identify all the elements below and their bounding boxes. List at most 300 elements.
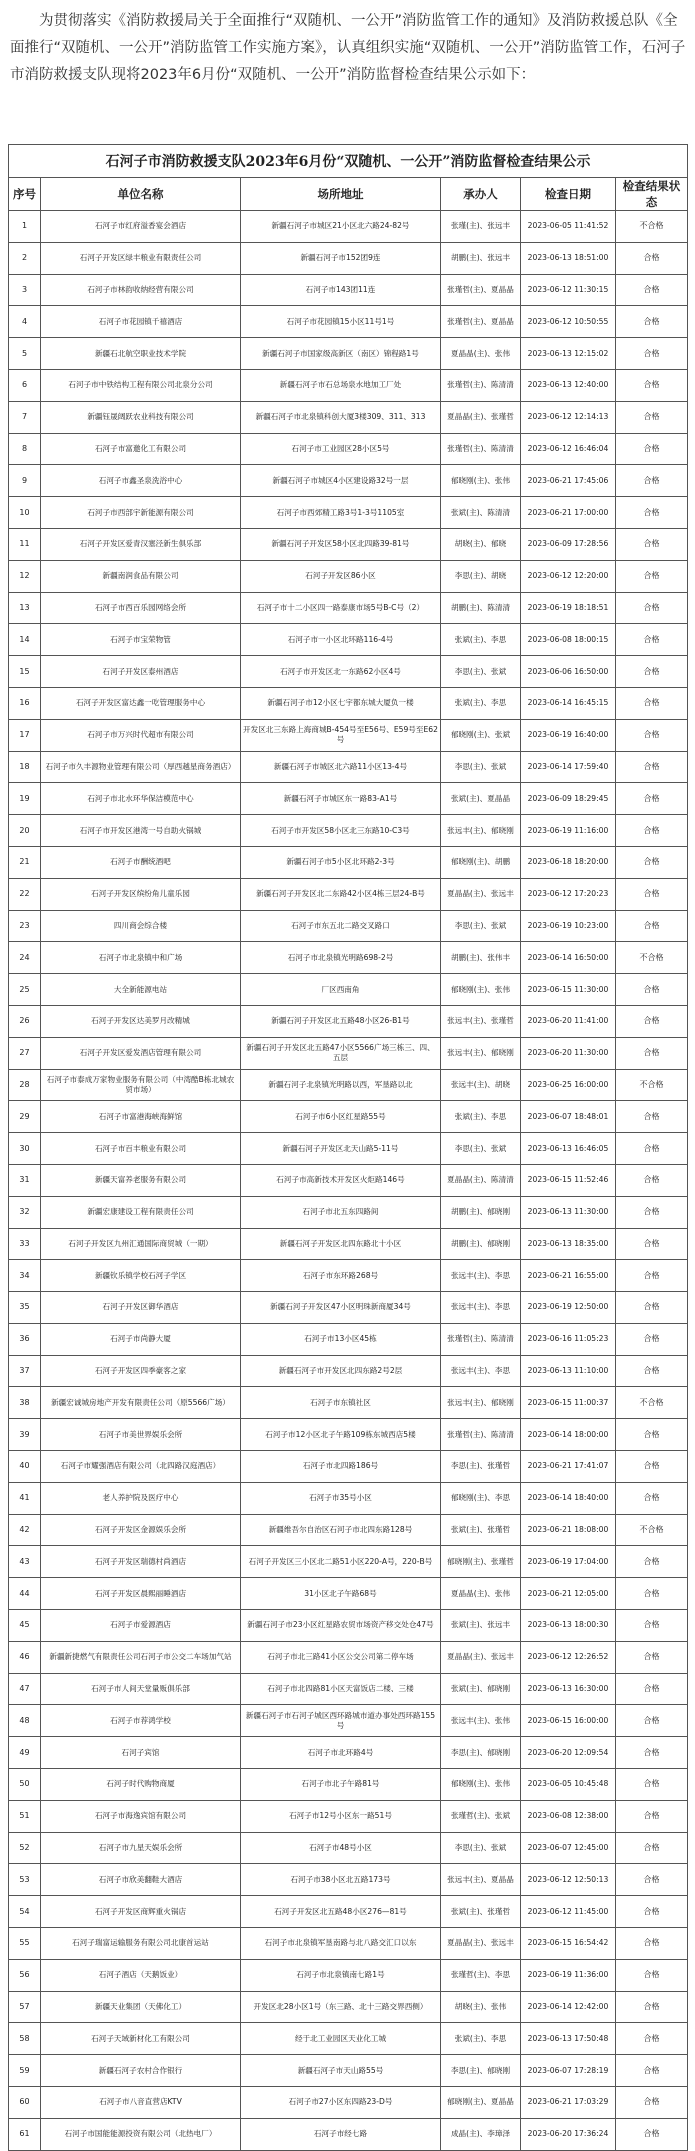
row-handler: 张远丰(主)、郁晓刚 bbox=[441, 1037, 521, 1069]
table-header-row bbox=[9, 178, 688, 211]
row-address: 开发区北28小区1号（东三路、北十三路交界西侧） bbox=[241, 1991, 441, 2023]
row-check-date: 2023-06-14 17:59:40 bbox=[521, 751, 616, 783]
row-handler: 张远丰(主)、夏晶晶 bbox=[441, 1864, 521, 1896]
row-handler: 郁晓刚(主)、张伟 bbox=[441, 974, 521, 1006]
row-check-date: 2023-06-06 16:50:00 bbox=[521, 656, 616, 688]
table-row bbox=[9, 1037, 688, 1069]
row-handler: 夏晶晶(主)、陈清清 bbox=[441, 1164, 521, 1196]
row-handler: 夏晶晶(主)、张伟 bbox=[441, 338, 521, 370]
row-seq: 44 bbox=[9, 1578, 41, 1610]
row-result: 合格 bbox=[616, 2023, 688, 2055]
row-result: 合格 bbox=[616, 306, 688, 338]
row-handler: 胡鹏(主)、郁晓刚 bbox=[441, 1228, 521, 1260]
table-row bbox=[9, 687, 688, 719]
row-result: 合格 bbox=[616, 560, 688, 592]
table-row bbox=[9, 1832, 688, 1864]
row-unit-name: 石河子市爱源酒店 bbox=[41, 1610, 241, 1642]
row-result: 合格 bbox=[616, 878, 688, 910]
row-unit-name: 新疆天业集团（天佛化工） bbox=[41, 1991, 241, 2023]
row-unit-name: 新疆石河子农村合作银行 bbox=[41, 2055, 241, 2087]
row-seq: 26 bbox=[9, 1005, 41, 1037]
row-unit-name: 石河子市宝荣物管 bbox=[41, 624, 241, 656]
row-seq: 34 bbox=[9, 1260, 41, 1292]
row-seq: 22 bbox=[9, 878, 41, 910]
intro-paragraph: 为贯彻落实《消防救援局关于全面推行“双随机、一公开”消防监管工作的通知》及消防救援总队《全面推行“双随机、一公开”消防监管工作实施方案》，认真组织实施“双随机、一公开”消防监管工作，石河子市消防救援支队现将2023年6月份“双随机、一公开”消防监督检查结果公示如下： bbox=[10, 13, 686, 83]
table-row bbox=[9, 1482, 688, 1514]
row-unit-name: 石河子市西百乐园网络会所 bbox=[41, 592, 241, 624]
table-row bbox=[9, 783, 688, 815]
table-row bbox=[9, 1737, 688, 1769]
row-check-date: 2023-06-19 17:04:00 bbox=[521, 1546, 616, 1578]
row-handler: 张瑾哲(主)、陈清清 bbox=[441, 433, 521, 465]
table-row bbox=[9, 1355, 688, 1387]
row-seq: 52 bbox=[9, 1832, 41, 1864]
row-result: 合格 bbox=[616, 1546, 688, 1578]
row-check-date: 2023-06-19 10:23:00 bbox=[521, 910, 616, 942]
row-seq: 4 bbox=[9, 306, 41, 338]
table-row bbox=[9, 1928, 688, 1960]
row-seq: 9 bbox=[9, 465, 41, 497]
row-check-date: 2023-06-19 11:36:00 bbox=[521, 1959, 616, 1991]
header-seq: 序号 bbox=[9, 178, 41, 211]
row-unit-name: 石河子开发区爱青汉塞泾新生俱乐部 bbox=[41, 528, 241, 560]
table-row bbox=[9, 1578, 688, 1610]
row-unit-name: 石河子市耀强酒店有限公司（北四路汉庭酒店） bbox=[41, 1451, 241, 1483]
row-handler: 张斌(主)、李思 bbox=[441, 687, 521, 719]
row-result: 合格 bbox=[616, 719, 688, 751]
row-unit-name: 石河子市九星天娱乐会所 bbox=[41, 1832, 241, 1864]
row-address: 石河子市西郊精工路3号1-3号1105室 bbox=[241, 497, 441, 529]
row-address: 石河子市北泉镇南七路1号 bbox=[241, 1959, 441, 1991]
row-seq: 11 bbox=[9, 528, 41, 560]
row-result: 合格 bbox=[616, 1101, 688, 1133]
row-unit-name: 石河子开发区九州汇通国际商贸城（一期） bbox=[41, 1228, 241, 1260]
table-row bbox=[9, 751, 688, 783]
row-address: 新疆石河子开发区北二东路42小区4栋三层24-B号 bbox=[241, 878, 441, 910]
row-result: 合格 bbox=[616, 1196, 688, 1228]
table-row bbox=[9, 274, 688, 306]
row-check-date: 2023-06-21 17:00:00 bbox=[521, 497, 616, 529]
table-row bbox=[9, 1069, 688, 1101]
row-check-date: 2023-06-14 18:40:00 bbox=[521, 1482, 616, 1514]
row-check-date: 2023-06-21 12:05:00 bbox=[521, 1578, 616, 1610]
row-unit-name: 石河子市万兴时代超市有限公司 bbox=[41, 719, 241, 751]
row-seq: 60 bbox=[9, 2087, 41, 2119]
row-result: 合格 bbox=[616, 624, 688, 656]
table-row bbox=[9, 974, 688, 1006]
row-handler: 张远丰(主)、张伟 bbox=[441, 1705, 521, 1737]
row-result: 合格 bbox=[616, 783, 688, 815]
row-address: 新疆石河子市152团9连 bbox=[241, 242, 441, 274]
row-address: 石河子市北三路41小区公交公司第二停车场 bbox=[241, 1641, 441, 1673]
row-handler: 张斌(主)、郁晓刚 bbox=[441, 1673, 521, 1705]
table-body bbox=[9, 211, 688, 2151]
row-check-date: 2023-06-21 17:41:07 bbox=[521, 1451, 616, 1483]
table-row bbox=[9, 1101, 688, 1133]
row-seq: 54 bbox=[9, 1896, 41, 1928]
row-unit-name: 新疆新捷燃气有限责任公司石河子市公交二车场加气站 bbox=[41, 1641, 241, 1673]
row-unit-name: 石河子市海逸宾馆有限公司 bbox=[41, 1800, 241, 1832]
row-address: 新疆石河子市开发区北四东路2号2层 bbox=[241, 1355, 441, 1387]
row-seq: 21 bbox=[9, 846, 41, 878]
table-row bbox=[9, 719, 688, 751]
row-seq: 53 bbox=[9, 1864, 41, 1896]
row-unit-name: 石河子市酬统酒吧 bbox=[41, 846, 241, 878]
row-handler: 胡鹏(主)、张伟丰 bbox=[441, 942, 521, 974]
row-result: 合格 bbox=[616, 497, 688, 529]
row-check-date: 2023-06-14 12:42:00 bbox=[521, 1991, 616, 2023]
row-unit-name: 老人养护院及医疗中心 bbox=[41, 1482, 241, 1514]
row-address: 石河子市开发区北一东路62小区4号 bbox=[241, 656, 441, 688]
row-unit-name: 大全新能源电站 bbox=[41, 974, 241, 1006]
table-row bbox=[9, 815, 688, 847]
row-unit-name: 石河子市八音直营店KTV bbox=[41, 2087, 241, 2119]
row-handler: 张斌(主)、张瑾哲 bbox=[441, 1514, 521, 1546]
row-handler: 夏晶晶(主)、张远丰 bbox=[441, 878, 521, 910]
row-seq: 41 bbox=[9, 1482, 41, 1514]
row-handler: 张瑾哲(主)、陈清清 bbox=[441, 369, 521, 401]
row-address: 新疆石河子开发区北四东路北十小区 bbox=[241, 1228, 441, 1260]
row-seq: 38 bbox=[9, 1387, 41, 1419]
row-unit-name: 石河子市欣美翻鞋大酒店 bbox=[41, 1864, 241, 1896]
table-row bbox=[9, 1673, 688, 1705]
row-unit-name: 新疆石北航空职业技术学院 bbox=[41, 338, 241, 370]
table-row bbox=[9, 465, 688, 497]
row-unit-name: 石河子开发区金源娱乐会所 bbox=[41, 1514, 241, 1546]
row-check-date: 2023-06-09 18:29:45 bbox=[521, 783, 616, 815]
row-address: 石河子开发区三小区北二路51小区220-A号，220-B号 bbox=[241, 1546, 441, 1578]
row-address: 石河子市12小区北子午路109栋东城西店5楼 bbox=[241, 1419, 441, 1451]
row-seq: 8 bbox=[9, 433, 41, 465]
row-result: 合格 bbox=[616, 1832, 688, 1864]
row-check-date: 2023-06-08 18:00:15 bbox=[521, 624, 616, 656]
row-check-date: 2023-06-13 12:40:00 bbox=[521, 369, 616, 401]
row-result: 合格 bbox=[616, 751, 688, 783]
row-check-date: 2023-06-21 18:08:00 bbox=[521, 1514, 616, 1546]
row-seq: 39 bbox=[9, 1419, 41, 1451]
row-check-date: 2023-06-13 18:35:00 bbox=[521, 1228, 616, 1260]
row-unit-name: 石河子开发区缤纷角儿童乐园 bbox=[41, 878, 241, 910]
results-table-container bbox=[8, 144, 687, 2151]
row-handler: 郁晓刚(主)、张斌 bbox=[441, 719, 521, 751]
row-result: 合格 bbox=[616, 1355, 688, 1387]
row-handler: 夏晶晶(主)、张伟 bbox=[441, 1578, 521, 1610]
row-seq: 43 bbox=[9, 1546, 41, 1578]
row-unit-name: 石河子市林韵收纳经营有限公司 bbox=[41, 274, 241, 306]
row-handler: 李思(主)、张瑾哲 bbox=[441, 1451, 521, 1483]
row-unit-name: 石河子市花园镇千禧酒店 bbox=[41, 306, 241, 338]
row-address: 石河子市工业园区28小区5号 bbox=[241, 433, 441, 465]
row-address: 石河子市北五东四路间 bbox=[241, 1196, 441, 1228]
row-seq: 5 bbox=[9, 338, 41, 370]
table-row bbox=[9, 1864, 688, 1896]
row-result: 合格 bbox=[616, 433, 688, 465]
row-handler: 张斌(主)、夏晶晶 bbox=[441, 783, 521, 815]
row-check-date: 2023-06-20 11:41:00 bbox=[521, 1005, 616, 1037]
row-handler: 张瑾哲(主)、张斌 bbox=[441, 1800, 521, 1832]
row-result: 合格 bbox=[616, 1164, 688, 1196]
row-seq: 40 bbox=[9, 1451, 41, 1483]
row-result: 合格 bbox=[616, 2087, 688, 2119]
row-address: 新疆石河子开发区58小区北四路39-81号 bbox=[241, 528, 441, 560]
row-seq: 28 bbox=[9, 1069, 41, 1101]
row-unit-name: 石河子市开发区港湾一号自助火锅城 bbox=[41, 815, 241, 847]
row-result: 合格 bbox=[616, 465, 688, 497]
row-handler: 郁晓刚(主)、张伟 bbox=[441, 465, 521, 497]
row-address: 新疆石河子市23小区红星路农贸市场资产移交处仓47号 bbox=[241, 1610, 441, 1642]
row-result: 合格 bbox=[616, 528, 688, 560]
row-unit-name: 石河子市北泉镇中和广场 bbox=[41, 942, 241, 974]
row-result: 合格 bbox=[616, 1641, 688, 1673]
row-unit-name: 四川商会综合楼 bbox=[41, 910, 241, 942]
row-handler: 李思(主)、郁晓刚 bbox=[441, 1737, 521, 1769]
row-unit-name: 石河子时代购物商厦 bbox=[41, 1769, 241, 1801]
row-result: 不合格 bbox=[616, 211, 688, 243]
row-unit-name: 石河子市中铁结构工程有限公司北泉分公司 bbox=[41, 369, 241, 401]
row-seq: 1 bbox=[9, 211, 41, 243]
table-row bbox=[9, 2055, 688, 2087]
row-unit-name: 石河子市红府溢香宴会酒店 bbox=[41, 211, 241, 243]
row-result: 合格 bbox=[616, 1800, 688, 1832]
row-seq: 7 bbox=[9, 401, 41, 433]
row-handler: 李思(主)、郁晓刚 bbox=[441, 2055, 521, 2087]
row-handler: 张斌(主)、张远丰 bbox=[441, 1610, 521, 1642]
table-row bbox=[9, 2118, 688, 2150]
row-check-date: 2023-06-12 16:46:04 bbox=[521, 433, 616, 465]
row-result: 合格 bbox=[616, 1737, 688, 1769]
row-address: 新疆石河子市城区21小区北六路24-82号 bbox=[241, 211, 441, 243]
row-unit-name: 石河子开发区爱发酒店管理有限公司 bbox=[41, 1037, 241, 1069]
row-unit-name: 石河子市国能能源投资有限公司（北热电厂） bbox=[41, 2118, 241, 2150]
row-check-date: 2023-06-21 17:03:29 bbox=[521, 2087, 616, 2119]
row-handler: 胡鹏(主)、陈清清 bbox=[441, 592, 521, 624]
row-result: 合格 bbox=[616, 1419, 688, 1451]
row-result: 不合格 bbox=[616, 1069, 688, 1101]
row-address: 石河子市高新技术开发区火炬路146号 bbox=[241, 1164, 441, 1196]
row-seq: 27 bbox=[9, 1037, 41, 1069]
row-unit-name: 石河子开发区达美罗月改精城 bbox=[41, 1005, 241, 1037]
row-seq: 32 bbox=[9, 1196, 41, 1228]
table-row bbox=[9, 1610, 688, 1642]
row-address: 石河子市经七路 bbox=[241, 2118, 441, 2150]
row-seq: 12 bbox=[9, 560, 41, 592]
row-handler: 郁晓刚(主)、张瑾哲 bbox=[441, 1546, 521, 1578]
row-seq: 55 bbox=[9, 1928, 41, 1960]
row-seq: 33 bbox=[9, 1228, 41, 1260]
row-check-date: 2023-06-14 18:00:00 bbox=[521, 1419, 616, 1451]
row-result: 合格 bbox=[616, 1133, 688, 1165]
row-seq: 45 bbox=[9, 1610, 41, 1642]
table-row bbox=[9, 1164, 688, 1196]
row-unit-name: 石河子宾馆 bbox=[41, 1737, 241, 1769]
table-row bbox=[9, 1800, 688, 1832]
row-check-date: 2023-06-16 11:05:23 bbox=[521, 1323, 616, 1355]
row-check-date: 2023-06-18 18:20:00 bbox=[521, 846, 616, 878]
row-result: 合格 bbox=[616, 592, 688, 624]
row-check-date: 2023-06-15 11:30:00 bbox=[521, 974, 616, 1006]
row-result: 合格 bbox=[616, 1228, 688, 1260]
row-unit-name: 新疆钦乐镇学校石河子学区 bbox=[41, 1260, 241, 1292]
row-address: 开发区北三东路上海商城B-454号至E56号、E59号至E62号 bbox=[241, 719, 441, 751]
row-check-date: 2023-06-19 12:50:00 bbox=[521, 1292, 616, 1324]
row-address: 石河子市143团11连 bbox=[241, 274, 441, 306]
row-handler: 张斌(主)、陈清清 bbox=[441, 497, 521, 529]
row-result: 合格 bbox=[616, 1928, 688, 1960]
table-row bbox=[9, 1292, 688, 1324]
row-result: 合格 bbox=[616, 1959, 688, 1991]
row-seq: 37 bbox=[9, 1355, 41, 1387]
row-address: 石河子市一小区北环路116-4号 bbox=[241, 624, 441, 656]
row-result: 合格 bbox=[616, 846, 688, 878]
row-result: 合格 bbox=[616, 1451, 688, 1483]
row-handler: 成晶(主)、李璋泽 bbox=[441, 2118, 521, 2150]
row-result: 合格 bbox=[616, 1323, 688, 1355]
row-seq: 18 bbox=[9, 751, 41, 783]
header-address: 场所地址 bbox=[241, 178, 441, 211]
row-seq: 48 bbox=[9, 1705, 41, 1737]
row-handler: 李思(主)、张斌 bbox=[441, 1832, 521, 1864]
row-address: 石河子开发区86小区 bbox=[241, 560, 441, 592]
row-result: 合格 bbox=[616, 1482, 688, 1514]
row-result: 合格 bbox=[616, 1864, 688, 1896]
row-seq: 46 bbox=[9, 1641, 41, 1673]
table-row bbox=[9, 1005, 688, 1037]
row-check-date: 2023-06-19 18:18:51 bbox=[521, 592, 616, 624]
row-seq: 14 bbox=[9, 624, 41, 656]
row-address: 石河子市北泉镇军垦南路与北八路交汇口以东 bbox=[241, 1928, 441, 1960]
row-unit-name: 石河子市人间天堂量贩俱乐部 bbox=[41, 1673, 241, 1705]
row-check-date: 2023-06-21 16:55:00 bbox=[521, 1260, 616, 1292]
row-handler: 夏晶晶(主)、张瑾哲 bbox=[441, 401, 521, 433]
row-result: 合格 bbox=[616, 369, 688, 401]
row-address: 石河子市十二小区四一路泰康市场5号B-C号（2） bbox=[241, 592, 441, 624]
row-unit-name: 石河子开发区泰州酒店 bbox=[41, 656, 241, 688]
row-address: 石河子市北四路186号 bbox=[241, 1451, 441, 1483]
row-check-date: 2023-06-13 16:46:05 bbox=[521, 1133, 616, 1165]
table-row bbox=[9, 1991, 688, 2023]
row-check-date: 2023-06-07 18:48:01 bbox=[521, 1101, 616, 1133]
row-unit-name: 石河子市西部宇新能源有限公司 bbox=[41, 497, 241, 529]
row-check-date: 2023-06-20 11:30:00 bbox=[521, 1037, 616, 1069]
row-result: 合格 bbox=[616, 1610, 688, 1642]
row-seq: 30 bbox=[9, 1133, 41, 1165]
row-handler: 李思(主)、张斌 bbox=[441, 656, 521, 688]
table-row bbox=[9, 242, 688, 274]
row-handler: 郁晓刚(主)、李思 bbox=[441, 1482, 521, 1514]
row-unit-name: 石河子市富港海峡海鲜馆 bbox=[41, 1101, 241, 1133]
row-unit-name: 石河子市荐鸿学校 bbox=[41, 1705, 241, 1737]
row-seq: 49 bbox=[9, 1737, 41, 1769]
row-unit-name: 石河子开发区商辉重火锅店 bbox=[41, 1896, 241, 1928]
row-address: 新疆石河子市5小区北环路2-3号 bbox=[241, 846, 441, 878]
row-result: 合格 bbox=[616, 1260, 688, 1292]
row-unit-name: 石河子开发区四季豪客之家 bbox=[41, 1355, 241, 1387]
row-handler: 张远丰(主)、胡晓 bbox=[441, 1069, 521, 1101]
row-address: 31小区北子午路68号 bbox=[241, 1578, 441, 1610]
row-result: 合格 bbox=[616, 815, 688, 847]
row-seq: 2 bbox=[9, 242, 41, 274]
row-unit-name: 石河子开发区富达鑫一吃管理服务中心 bbox=[41, 687, 241, 719]
row-check-date: 2023-06-12 12:20:00 bbox=[521, 560, 616, 592]
table-row bbox=[9, 1959, 688, 1991]
row-unit-name: 新疆宏诚城房地产开发有限责任公司（原5566广场） bbox=[41, 1387, 241, 1419]
row-handler: 张瑾哲(主)、陈清清 bbox=[441, 1323, 521, 1355]
row-result: 不合格 bbox=[616, 1387, 688, 1419]
row-result: 合格 bbox=[616, 1037, 688, 1069]
row-result: 合格 bbox=[616, 274, 688, 306]
row-result: 合格 bbox=[616, 2118, 688, 2150]
row-check-date: 2023-06-12 12:50:13 bbox=[521, 1864, 616, 1896]
table-row bbox=[9, 1260, 688, 1292]
row-check-date: 2023-06-12 12:14:13 bbox=[521, 401, 616, 433]
row-address: 石河子市花园镇15小区11号1号 bbox=[241, 306, 441, 338]
row-result: 合格 bbox=[616, 1991, 688, 2023]
row-seq: 6 bbox=[9, 369, 41, 401]
row-handler: 郁晓刚(主)、胡鹏 bbox=[441, 846, 521, 878]
row-result: 合格 bbox=[616, 401, 688, 433]
row-result: 合格 bbox=[616, 242, 688, 274]
row-address: 石河子市27小区东四路23-D号 bbox=[241, 2087, 441, 2119]
row-check-date: 2023-06-07 12:45:00 bbox=[521, 1832, 616, 1864]
row-address: 新疆石河子市城区北六路11小区13-4号 bbox=[241, 751, 441, 783]
row-handler: 张斌(主)、李思 bbox=[441, 624, 521, 656]
row-address: 新疆石河子开发区北五路48小区26-B1号 bbox=[241, 1005, 441, 1037]
row-unit-name: 石河子市尚静大厦 bbox=[41, 1323, 241, 1355]
table-row bbox=[9, 401, 688, 433]
table-row bbox=[9, 369, 688, 401]
table-row bbox=[9, 560, 688, 592]
row-address: 新疆石河子市国家级高新区（南区）锦程路1号 bbox=[241, 338, 441, 370]
row-seq: 42 bbox=[9, 1514, 41, 1546]
row-address: 石河子开发区北五路48小区276—81号 bbox=[241, 1896, 441, 1928]
row-seq: 35 bbox=[9, 1292, 41, 1324]
row-check-date: 2023-06-21 17:45:06 bbox=[521, 465, 616, 497]
table-row bbox=[9, 1133, 688, 1165]
row-handler: 张斌(主)、李思 bbox=[441, 2023, 521, 2055]
row-handler: 张瑾(主)、张远丰 bbox=[441, 211, 521, 243]
table-title: 石河子市消防救援支队2023年6月份“双随机、一公开”消防监督检查结果公示 bbox=[9, 145, 688, 178]
row-check-date: 2023-06-07 17:28:19 bbox=[521, 2055, 616, 2087]
row-check-date: 2023-06-19 11:16:00 bbox=[521, 815, 616, 847]
row-check-date: 2023-06-13 16:30:00 bbox=[521, 1673, 616, 1705]
row-handler: 张斌(主)、李思 bbox=[441, 1101, 521, 1133]
row-seq: 57 bbox=[9, 1991, 41, 2023]
row-check-date: 2023-06-13 18:00:30 bbox=[521, 1610, 616, 1642]
row-seq: 19 bbox=[9, 783, 41, 815]
row-unit-name: 石河子市富邀化工有限公司 bbox=[41, 433, 241, 465]
row-handler: 胡晓(主)、郁晓 bbox=[441, 528, 521, 560]
table-row bbox=[9, 592, 688, 624]
row-check-date: 2023-06-05 11:41:52 bbox=[521, 211, 616, 243]
table-row bbox=[9, 656, 688, 688]
row-seq: 50 bbox=[9, 1769, 41, 1801]
table-row bbox=[9, 1641, 688, 1673]
row-check-date: 2023-06-12 17:20:23 bbox=[521, 878, 616, 910]
row-handler: 李思(主)、张斌 bbox=[441, 751, 521, 783]
row-handler: 李思(主)、胡晓 bbox=[441, 560, 521, 592]
row-unit-name: 石河子市泰成万家物业服务有限公司（中湾酷B栋北城农贸市场） bbox=[41, 1069, 241, 1101]
table-row bbox=[9, 942, 688, 974]
row-address: 新疆石河子市城区4小区建设路32号一层 bbox=[241, 465, 441, 497]
header-handler: 承办人 bbox=[441, 178, 521, 211]
row-address: 新疆石河子市石总场泉水地加工厂处 bbox=[241, 369, 441, 401]
table-row bbox=[9, 528, 688, 560]
row-seq: 24 bbox=[9, 942, 41, 974]
table-row bbox=[9, 1896, 688, 1928]
table-row bbox=[9, 1196, 688, 1228]
row-result: 合格 bbox=[616, 1896, 688, 1928]
row-check-date: 2023-06-13 18:51:00 bbox=[521, 242, 616, 274]
